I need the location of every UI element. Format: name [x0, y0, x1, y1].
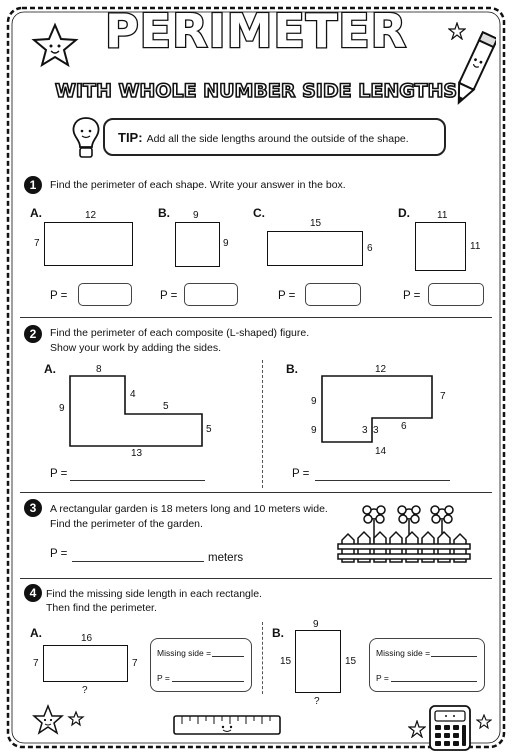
q1-c-top-label: 15: [310, 218, 322, 229]
q4-b-left-label: 15: [280, 656, 292, 667]
q2-a-p-label: P =: [50, 468, 68, 480]
q2-b-p-label: P =: [292, 468, 310, 480]
q1-c-answer-box[interactable]: [305, 283, 361, 306]
q4-a-bottom-label: ?: [82, 685, 88, 696]
q4-rectangle-b: [295, 630, 341, 693]
tiny-star-icon: [408, 720, 426, 738]
q1-c-side-label: 6: [367, 243, 373, 254]
q1-shape-c-letter: C.: [253, 206, 265, 220]
q2-b-letter: B.: [286, 362, 298, 376]
q1-b-answer-box[interactable]: [184, 283, 238, 306]
calculator-icon: [426, 704, 474, 752]
q4-b-letter: B.: [272, 626, 284, 640]
q4-b-top-label: 9: [313, 619, 319, 630]
q2-b-label-left-upper: 9: [311, 396, 317, 407]
q4-b-bottom-label: ?: [314, 696, 320, 707]
divider-1: [20, 317, 492, 318]
q2-prompt-line2: Show your work by adding the sides.: [50, 342, 222, 354]
q3-unit: meters: [208, 552, 244, 564]
tip-label: TIP:: [118, 130, 143, 145]
q4-a-missing-line[interactable]: [212, 656, 244, 657]
q2-a-label-bottom: 13: [131, 448, 143, 459]
q4-a-missing-label: Missing side =: [157, 648, 212, 658]
q3-p-label: P =: [50, 548, 68, 560]
q4-a-p-label: P =: [157, 673, 170, 683]
q4-b-answer-box: [369, 638, 485, 692]
garden-fence-icon: [334, 500, 474, 570]
q4-separator: [262, 622, 263, 694]
q2-a-l-shape: [60, 370, 220, 450]
q4-b-right-label: 15: [345, 656, 357, 667]
divider-3: [20, 578, 492, 579]
q3-prompt-line1: A rectangular garden is 18 meters long and 10 meters wide.: [50, 503, 328, 515]
q1-shape-d-letter: D.: [398, 206, 410, 220]
q1-prompt: Find the perimeter of each shape. Write your answer in the box.: [50, 179, 346, 191]
q4-a-top-label: 16: [81, 633, 93, 644]
page-subtitle: WITH WHOLE NUMBER SIDE LENGTHS: [54, 80, 458, 102]
question-number-2: 2: [24, 325, 42, 343]
q4-a-left-label: 7: [33, 658, 39, 669]
q1-rectangle-a: [44, 222, 133, 266]
q2-separator: [262, 360, 263, 488]
lightbulb-icon: [68, 114, 104, 164]
q1-square-d: [415, 222, 466, 271]
q1-c-p-label: P =: [278, 290, 296, 302]
q1-a-side-label: 7: [34, 238, 40, 249]
q2-b-label-bottom: 14: [375, 446, 387, 457]
q4-a-right-label: 7: [132, 658, 138, 669]
q4-rectangle-a: [43, 645, 128, 682]
q1-d-p-label: P =: [403, 290, 421, 302]
ruler-icon: [172, 714, 284, 738]
q1-a-answer-box[interactable]: [78, 283, 132, 306]
tip-body: Add all the side lengths around the outside of the shape.: [146, 133, 409, 145]
q4-b-missing-label: Missing side =: [376, 648, 431, 658]
q2-b-l-shape: [310, 372, 450, 452]
q2-a-label-right: 5: [206, 424, 212, 435]
q1-d-top-label: 11: [437, 210, 448, 221]
q4-b-perimeter-line[interactable]: [391, 681, 477, 682]
q1-shape-a-letter: A.: [30, 206, 42, 220]
q1-b-top-label: 9: [193, 210, 199, 221]
q1-rectangle-c: [267, 231, 363, 266]
q1-shape-b-letter: B.: [158, 206, 170, 220]
tiny-star-right-icon: [476, 714, 492, 730]
q3-prompt-line2: Find the perimeter of the garden.: [50, 518, 203, 530]
q4-a-perimeter-line[interactable]: [172, 681, 244, 682]
q2-b-label-left-lower: 9: [311, 425, 317, 436]
q1-b-side-label: 9: [223, 238, 229, 249]
q1-square-b: [175, 222, 220, 267]
question-number-1: 1: [24, 176, 42, 194]
q1-a-p-label: P =: [50, 290, 68, 302]
q4-prompt-line1: Find the missing side length in each rectangle.: [46, 588, 262, 600]
q1-b-p-label: P =: [160, 290, 178, 302]
q2-b-label-right: 7: [440, 391, 446, 402]
q1-d-answer-box[interactable]: [428, 283, 484, 306]
q2-b-label-step-right: 3: [373, 425, 379, 436]
q4-a-letter: A.: [30, 626, 42, 640]
q1-d-side-label: 11: [470, 241, 481, 252]
q4-a-answer-box: [150, 638, 252, 692]
q2-a-answer-line[interactable]: [70, 480, 205, 481]
question-number-3: 3: [24, 499, 42, 517]
q3-answer-line[interactable]: [72, 561, 204, 562]
q2-a-label-left: 9: [59, 403, 65, 414]
q4-b-p-label: P =: [376, 673, 389, 683]
bottom-stars-icon: [30, 702, 96, 742]
q4-prompt-line2: Then find the perimeter.: [46, 602, 157, 614]
page-title: PERIMETER: [104, 4, 408, 58]
q4-b-missing-line[interactable]: [431, 656, 477, 657]
tip-text: [118, 130, 409, 145]
question-number-4: 4: [24, 584, 42, 602]
q2-prompt-line1: Find the perimeter of each composite (L-shaped) figure.: [50, 327, 310, 339]
q1-a-top-label: 12: [85, 210, 97, 221]
q2-a-label-inner-horizontal: 5: [163, 401, 169, 412]
q2-a-label-inner-vertical: 4: [130, 389, 136, 400]
q2-b-label-top: 12: [375, 364, 387, 375]
q2-b-label-step-left: 3: [362, 425, 368, 436]
q2-a-label-top: 8: [96, 364, 102, 375]
divider-2: [20, 492, 492, 493]
q2-a-letter: A.: [44, 362, 56, 376]
q2-b-answer-line[interactable]: [315, 480, 450, 481]
q2-b-label-inner-horizontal: 6: [401, 421, 407, 432]
